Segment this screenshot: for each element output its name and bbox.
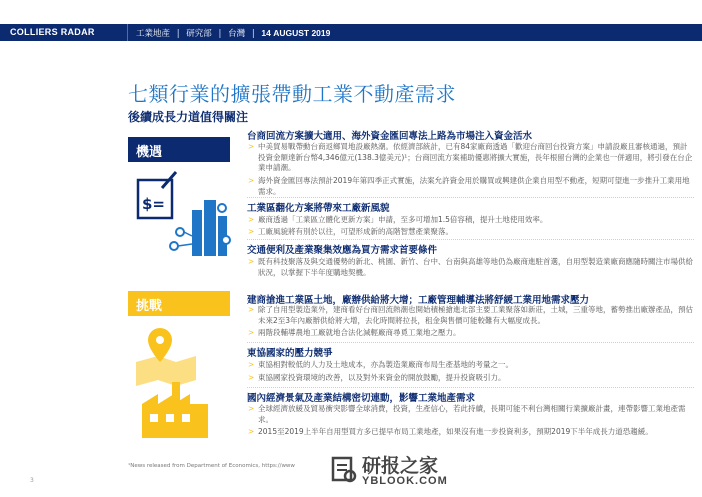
report-date: 14 AUGUST 2019	[261, 28, 331, 38]
location-factory-icon	[132, 322, 222, 442]
breadcrumb	[127, 24, 338, 41]
challenge-heading-supply: 建商搶進工業區土地，廠辦供給將大增；工廠管理輔導法將舒緩工業用地需求壓力	[247, 295, 590, 306]
watermark-url: YBLOOK.COM	[362, 475, 448, 487]
opportunity-heading-capital: 台商回流方案擴大適用、海外資金匯回專法上路為市場注入資金活水	[247, 131, 533, 142]
challenge-bullet: > 東協國家投資環境的改善，以及對外來資金的開放鼓勵，提升投資吸引力。	[258, 373, 694, 384]
page-subtitle: 後續成長力道值得關注	[128, 110, 249, 124]
opportunity-heading-industrial-zones: 工業區翻化方案將帶來工廠新風貌	[247, 203, 390, 214]
challenge-bullet: > 兩階段輔導農地工廠就地合法化減輕廠商尋覓工業地之壓力。	[258, 328, 694, 339]
breadcrumb-research: 研究部	[186, 29, 212, 39]
opportunity-bullet: > 中美貿易戰帶動台商返鄉買地設廠熱潮。依經濟部統計，已有84家廠商透過「歡迎台商回台投資方案」申請設廠且審核通過，預計投資金額達新台幣4,346億元(138.3億美元)¹；台商回流方案補助優惠將擴大實施，長年根留台灣的企業也一併適用，將引發在台企業申請潮。	[258, 142, 694, 174]
challenge-bullet: > 2015至2019上半年自用型買方多已提早布局工業地產，如果沒有進一步投資利多，預期2019下半年成長力道恐趨緩。	[258, 427, 694, 438]
footnote: ¹News released from Department of Economics, https://www	[128, 463, 295, 469]
document-buildings-icon	[132, 170, 232, 275]
page-title: 七類行業的擴張帶動工業不動產需求	[128, 82, 456, 106]
header-bar	[0, 24, 702, 41]
challenge-bullet: > 全球經濟放緩及貿易衝突影響全球消費，投資，生產信心，若此持續，長期可能不利台灣相關行業擴廠計畫，連帶影響工業地產需求。	[258, 404, 694, 425]
opportunity-bullet: > 海外資金匯回專法預計2019年第四季正式實施，法案允許資金用於購買或興建供企業自用型不動產，短期可望進一步推升工業用地需求。	[258, 176, 694, 197]
watermark-title: 研报之家	[362, 455, 439, 477]
divider	[247, 387, 694, 388]
divider	[247, 197, 694, 198]
opportunity-bullet: > 工廠風貌將有別於以往，可望形成新的高階智慧產業聚落。	[258, 227, 694, 238]
brand-name: COLLIERS RADAR	[10, 27, 95, 37]
opportunity-bullet: > 既有科技聚落及與交通優勢的新北、桃園、新竹、台中、台南與高雄等地仍為廠商進駐首選，自用型製造業廠商應隨時關注市場供給狀況，以掌握下半年度購地契機。	[258, 257, 694, 278]
divider	[247, 342, 694, 343]
breadcrumb-separator: |	[218, 29, 222, 39]
breadcrumb-separator: |	[176, 29, 180, 39]
page-number: 3	[30, 477, 34, 484]
challenges-label: 挑戰	[128, 291, 230, 316]
opportunity-heading-transport: 交通便利及產業聚集效應為買方需求首要條件	[247, 245, 438, 256]
challenge-bullet: > 除了自用型製造業外，建商看好台商回流熱潮也開始積極搶進北部主要工業聚落如新莊，土城，三重等地，蓄勢推出廠辦產品，預估未來2至3年內廠辦供給將大增，去化時間將拉長，租金與售價可能較難有大幅度成長。	[258, 305, 694, 326]
opportunities-label: 機遇	[128, 137, 230, 162]
breadcrumb-separator: |	[251, 29, 255, 39]
breadcrumb-industrial: 工業地產	[136, 29, 171, 39]
breadcrumb-taiwan: 台灣	[228, 29, 246, 39]
challenge-heading-economy: 國內經濟景氣及產業結構密切連動，影響工業地產需求	[247, 393, 476, 404]
watermark-logo-icon	[331, 454, 357, 484]
opportunity-bullet: > 廠商透過「工業區立體化更新方案」申請，至多可增加1.5倍容積，提升土地使用效率。	[258, 215, 694, 226]
challenge-bullet: > 東協相對較低的人力及土地成本，亦為製造業廠商布局生產基地的考量之一。	[258, 360, 694, 371]
divider	[247, 239, 694, 240]
svg-text:$=: $=	[142, 195, 166, 213]
challenge-heading-asean: 東協國家的壓力競爭	[247, 348, 333, 359]
